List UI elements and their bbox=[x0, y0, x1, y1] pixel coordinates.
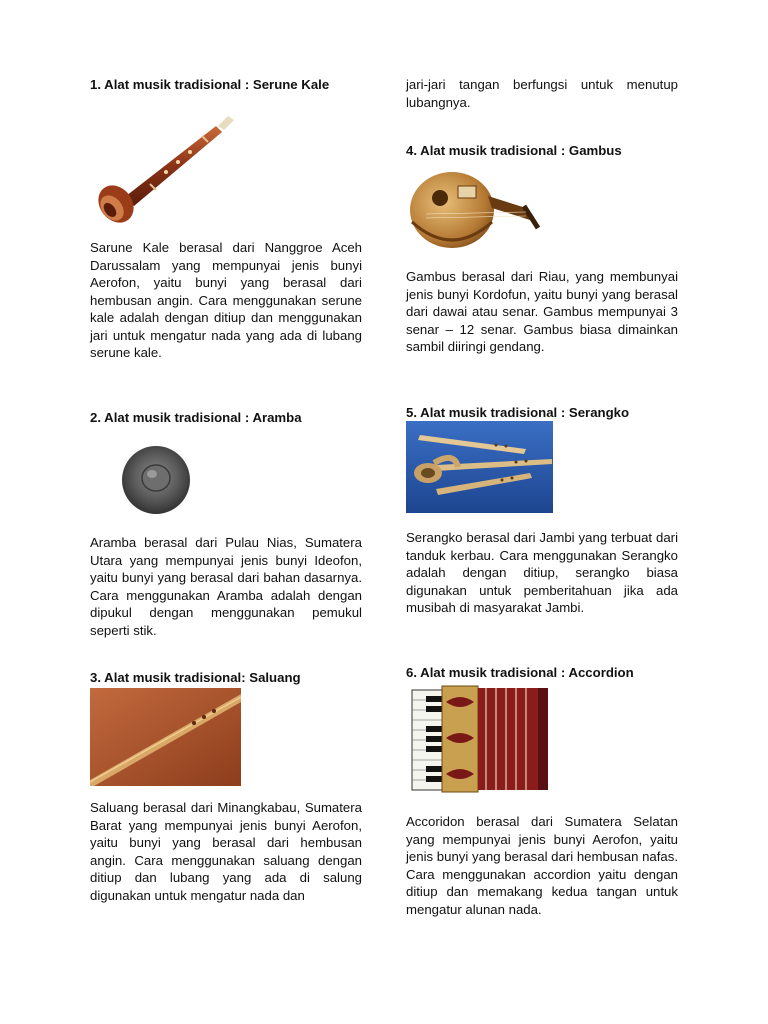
paragraph-saluang-continued: jari-jari tangan berfungsi untuk menutup lubangnya. bbox=[406, 77, 678, 110]
aramba-image bbox=[90, 432, 230, 520]
gambus-image bbox=[406, 162, 540, 254]
paragraph-saluang: Saluang berasal dari Minangkabau, Sumatera Barat yang mempunyai jenis bunyi Aerofon, yaitu bunyi yang berasal dari hembusan angin. Cara menggunakan saluang dengan ditiup dan lubang yang ada di salung digunakan untuk mengatur nada dan bbox=[90, 800, 362, 903]
saluang-image bbox=[90, 688, 241, 786]
serangko-image bbox=[406, 421, 553, 513]
heading-serune-kale: 1. Alat musik tradisional : Serune Kale bbox=[90, 77, 330, 92]
heading-gambus: 4. Alat musik tradisional : Gambus bbox=[406, 143, 622, 158]
paragraph-aramba: Aramba berasal dari Pulau Nias, Sumatera Utara yang mempunyai jenis bunyi Ideofon, yaitu bunyi yang berasal dari bahan dasarnya. Cara menggunakan Aramba adalah dengan dipukul dengan menggunakan pemukul seperti stik. bbox=[90, 535, 362, 638]
accordion-image bbox=[406, 682, 554, 796]
paragraph-accordion: Accoridon berasal dari Sumatera Selatan yang mempunyai jenis bunyi Aerofon, yaitu jenis bunyi yang berasal dari hembusan nafas. Cara menggunakan accordion yaitu dengan ditiup dan memakang kedua tangan untuk mengatur alunan nada. bbox=[406, 814, 678, 917]
paragraph-gambus: Gambus berasal dari Riau, yang membunyai jenis bunyi Kordofun, yaitu bunyi yang berasal dari dawai atau senar. Gambus mempunyai 3 senar – 12 senar. Gambus biasa dimainkan sambil diiringi gendang. bbox=[406, 269, 678, 354]
heading-serangko: 5. Alat musik tradisional : Serangko bbox=[406, 405, 630, 420]
heading-saluang: 3. Alat musik tradisional: Saluang bbox=[90, 670, 301, 685]
serune-kale-image bbox=[90, 112, 242, 228]
heading-aramba: 2. Alat musik tradisional : Aramba bbox=[90, 410, 302, 425]
paragraph-serune-kale: Sarune Kale berasal dari Nanggroe Aceh Darussalam yang mempunyai jenis bunyi Aerofon, yaitu bunyi yang berasal dari hembusan angin. Cara menggunakan serune kale adalah dengan ditiup dan menggunakan jari untuk mengatur nada yang ada di lubang serune kale. bbox=[90, 240, 362, 360]
heading-accordion: 6. Alat musik tradisional : Accordion bbox=[406, 665, 634, 680]
paragraph-serangko: Serangko berasal dari Jambi yang terbuat dari tanduk kerbau. Cara menggunakan Serangko adalah dengan ditiup, serangko biasa digunakan untuk pemberitahuan jika ada musibah di masyarakat Jambi. bbox=[406, 530, 678, 615]
